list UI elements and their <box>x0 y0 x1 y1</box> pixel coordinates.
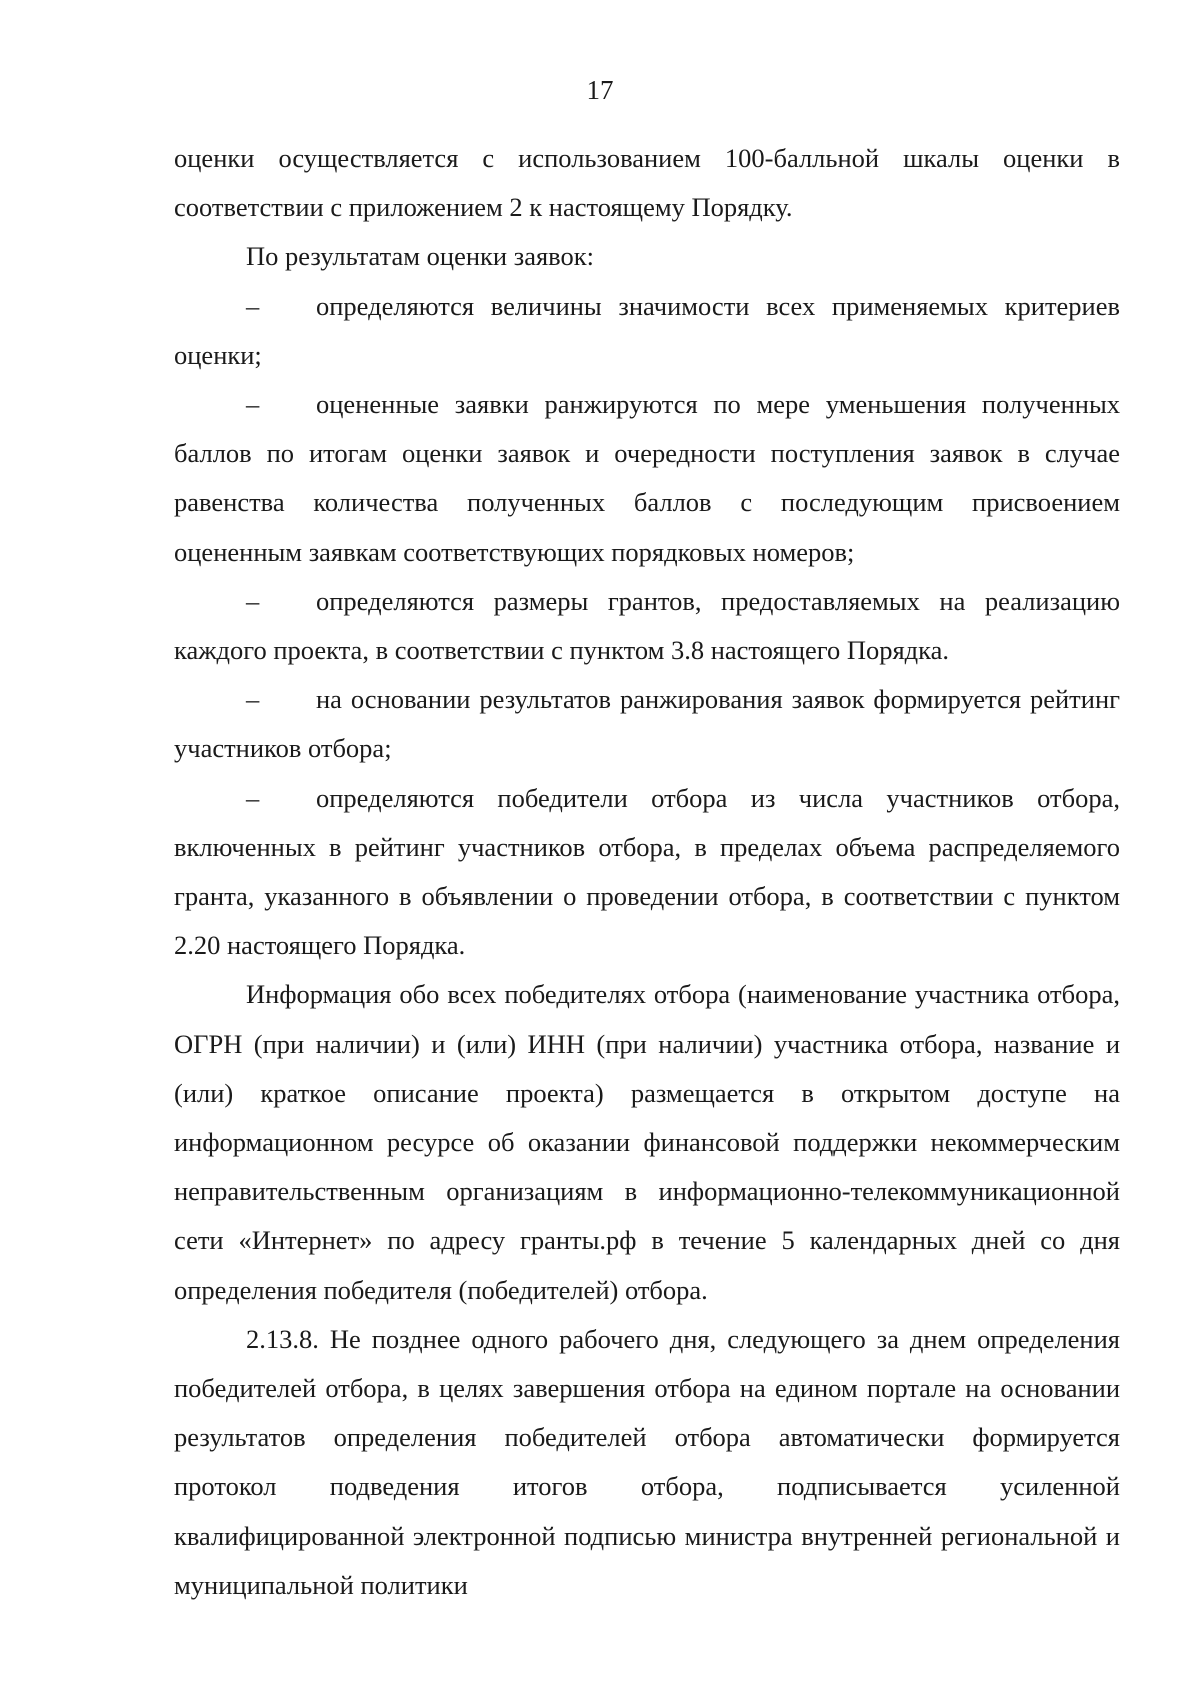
dash-marker: – <box>246 389 260 420</box>
list-item-text: оцененные заявки ранжируются по мере уменьшения полученных баллов по итогам оценки заявок и очередности поступления заявок в случае равенства количества полученных баллов с последующим присвоением оцененным заявкам соответствующих порядковых номеров; <box>174 389 1120 567</box>
list-item-winners <box>174 774 1120 971</box>
paragraph-winners-information: Информация обо всех победителях отбора (наименование участника отбора, ОГРН (при наличии) и (или) ИНН (при наличии) участника отбора, название и (или) краткое описание проекта) размещается в открытом доступе на информационном ресурсе об оказании финансовой поддержки некоммерческим неправительственным организациям в информационно-телекоммуникационной сети «Интернет» по адресу гранты.рф в течение 5 календарных дней со дня определения победителя (победителей) отбора. <box>174 979 1120 1305</box>
list-item-text: определяются победители отбора из числа участников отбора, включенных в рейтинг участников отбора, в пределах объема распределяемого гранта, указанного в объявлении о проведении отбора, в соответствии с пунктом 2.20 настоящего Порядка. <box>174 782 1120 961</box>
list-item-criteria-significance <box>174 282 1120 380</box>
dash-marker: – <box>246 290 260 321</box>
paragraph-clause-2-13-8: 2.13.8. Не позднее одного рабочего дня, следующего за днем определения победителей отбора, в целях завершения отбора на едином портале на основании результатов определения победителей отбора автоматически формируется протокол подведения итогов отбора, подписывается усиленной квалифицированной электронной подписью министра внутренней региональной и муниципальной политики <box>174 1323 1120 1600</box>
list-item-rating <box>174 675 1120 773</box>
dash-marker: – <box>246 782 260 813</box>
document-body <box>174 134 1120 1610</box>
list-item-ranking <box>174 380 1120 577</box>
list-item-text: определяются размеры грантов, предоставляемых на реализацию каждого проекта, в соответствии с пунктом 3.8 настоящего Порядка. <box>174 585 1120 666</box>
paragraph-continuation: оценки осуществляется с использованием 100-балльной шкалы оценки в соответствии с приложением 2 к настоящему Порядку. <box>174 143 1120 223</box>
page-number: 17 <box>586 75 614 105</box>
paragraph-evaluation-results-intro: По результатам оценки заявок: <box>246 241 594 272</box>
list-item-text: на основании результатов ранжирования заявок формируется рейтинг участников отбора; <box>174 684 1120 764</box>
dash-marker: – <box>246 585 260 616</box>
dash-marker: – <box>246 684 260 715</box>
list-item-text: определяются величины значимости всех применяемых критериев оценки; <box>174 290 1120 370</box>
list-item-grant-sizes <box>174 577 1120 675</box>
